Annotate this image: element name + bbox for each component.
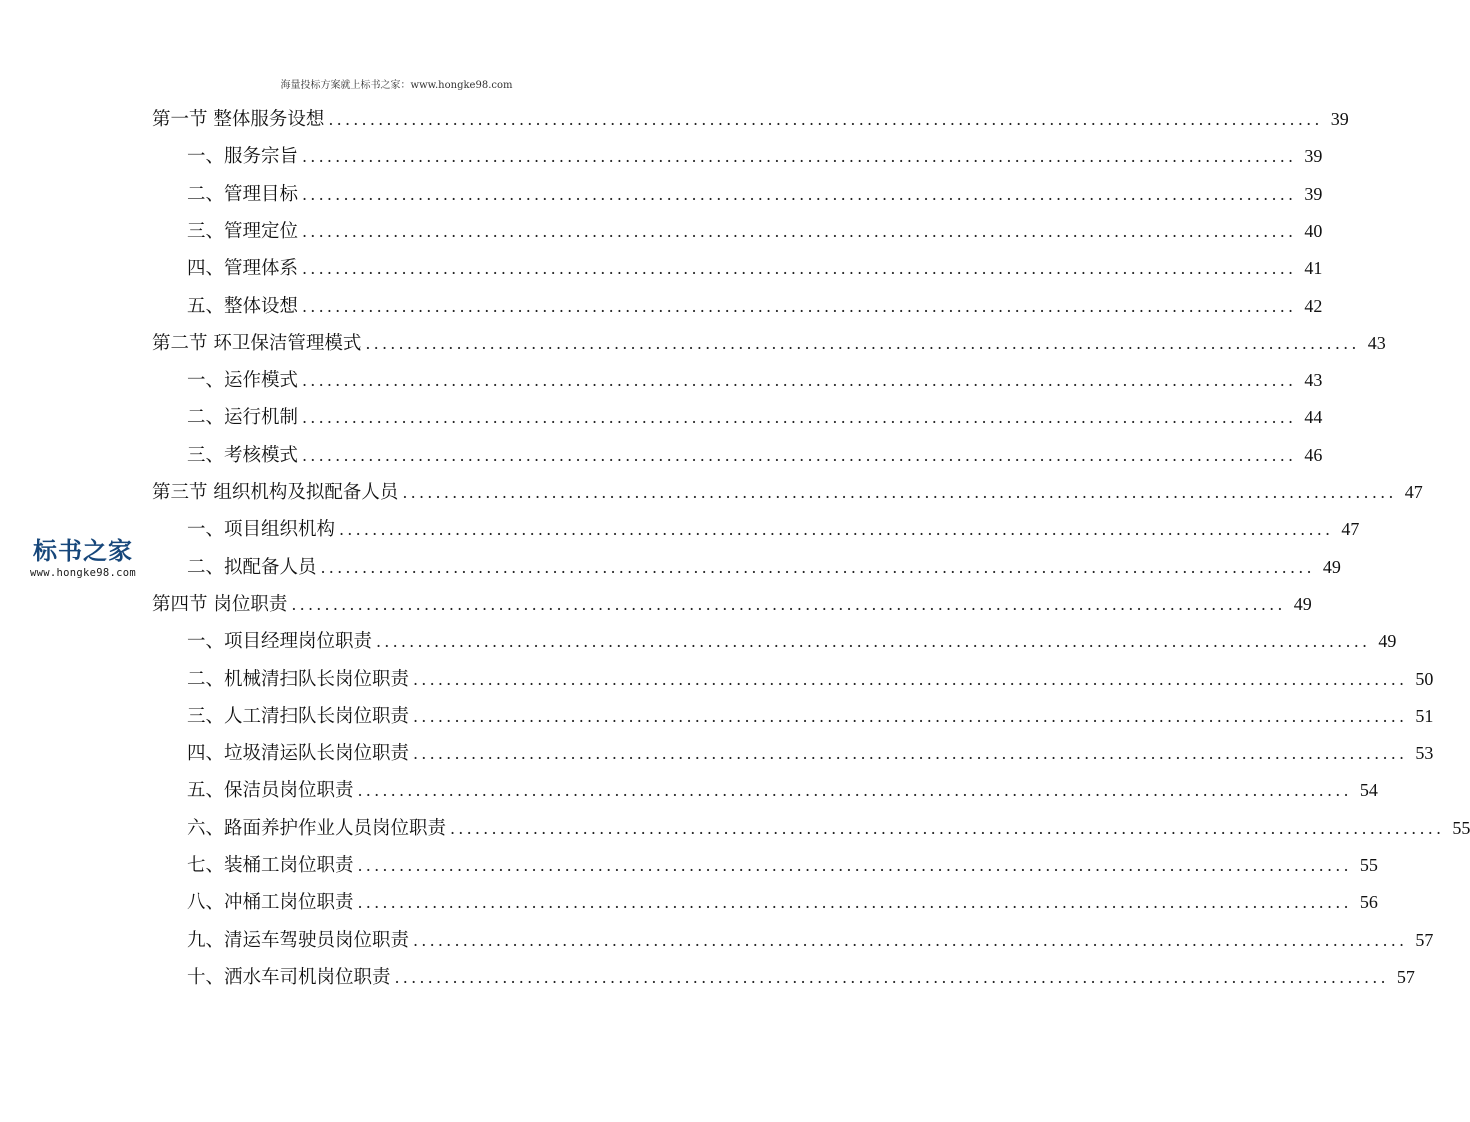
toc-page-number: 55 bbox=[1452, 817, 1470, 838]
toc-dot-leader: ........................................................................................................................ bbox=[291, 594, 1286, 614]
toc-dot-leader: ........................................................................................................................ bbox=[302, 296, 1297, 316]
toc-dot-leader: ........................................................................................................................ bbox=[302, 408, 1297, 428]
toc-subsection-entry[interactable] bbox=[187, 887, 1378, 917]
toc-subsection-entry[interactable] bbox=[187, 291, 1323, 321]
toc-dot-leader: ........................................................................................................................ bbox=[302, 371, 1297, 391]
toc-page-number: 40 bbox=[1304, 220, 1323, 241]
toc-entry-label: 八、冲桶工岗位职责 bbox=[187, 892, 354, 914]
toc-dot-leader: ........................................................................................................................ bbox=[320, 557, 1315, 577]
toc-page-number: 46 bbox=[1304, 444, 1323, 465]
toc-entry-label: 一、运作模式 bbox=[187, 370, 299, 392]
toc-subsection-entry[interactable] bbox=[187, 365, 1323, 395]
toc-entry-label: 一、项目组织机构 bbox=[187, 519, 336, 541]
toc-page-number: 43 bbox=[1304, 370, 1323, 391]
toc-subsection-entry[interactable] bbox=[187, 925, 1434, 955]
toc-page-number: 47 bbox=[1341, 519, 1360, 540]
toc-dot-leader: ........................................................................................................................ bbox=[302, 259, 1297, 279]
toc-page-number: 49 bbox=[1378, 631, 1397, 652]
toc-entry-label: 二、运行机制 bbox=[187, 407, 299, 429]
toc-dot-leader: ........................................................................................................................ bbox=[365, 333, 1360, 353]
toc-entry-label: 三、管理定位 bbox=[187, 220, 299, 242]
toc-page-number: 43 bbox=[1367, 332, 1386, 353]
toc-entry-label: 三、考核模式 bbox=[187, 444, 299, 466]
toc-subsection-entry[interactable] bbox=[187, 141, 1323, 171]
toc-dot-leader: ........................................................................................................................ bbox=[413, 669, 1408, 689]
toc-entry-label: 十、洒水车司机岗位职责 bbox=[187, 966, 391, 988]
toc-dot-leader: ........................................................................................................................ bbox=[302, 221, 1297, 241]
toc-page-number: 51 bbox=[1415, 705, 1434, 726]
toc-page-number: 49 bbox=[1293, 593, 1312, 614]
toc-page-number: 57 bbox=[1396, 966, 1415, 987]
toc-page-number: 50 bbox=[1415, 668, 1434, 689]
toc-subsection-entry[interactable] bbox=[187, 253, 1323, 283]
toc-subsection-entry[interactable] bbox=[187, 962, 1415, 992]
toc-entry-label: 六、路面养护作业人员岗位职责 bbox=[187, 817, 447, 839]
toc-page-number: 42 bbox=[1304, 295, 1323, 316]
toc-entry-label: 四、垃圾清运队长岗位职责 bbox=[187, 743, 410, 765]
toc-entry-label: 二、机械清扫队长岗位职责 bbox=[187, 668, 410, 690]
toc-page-number: 39 bbox=[1304, 183, 1323, 204]
toc-dot-leader: ........................................................................................................................ bbox=[302, 147, 1297, 167]
toc-subsection-entry[interactable] bbox=[187, 402, 1323, 432]
toc-entry-label: 第四节 岗位职责 bbox=[152, 593, 288, 615]
toc-page-number: 54 bbox=[1359, 780, 1378, 801]
toc-entry-label: 第一节 整体服务设想 bbox=[152, 109, 325, 130]
toc-subsection-entry[interactable] bbox=[187, 775, 1378, 805]
toc-subsection-entry[interactable] bbox=[187, 216, 1323, 246]
toc-dot-leader: ........................................................................................................................ bbox=[357, 781, 1352, 801]
toc-subsection-entry[interactable] bbox=[187, 626, 1397, 656]
toc-subsection-entry[interactable] bbox=[187, 552, 1341, 582]
toc-entry-label: 一、项目经理岗位职责 bbox=[187, 631, 373, 653]
toc-page-number: 57 bbox=[1415, 929, 1434, 950]
toc-dot-leader: ........................................................................................................................ bbox=[302, 184, 1297, 204]
toc-page-number: 39 bbox=[1304, 146, 1323, 167]
toc-entry-label: 三、人工清扫队长岗位职责 bbox=[187, 705, 410, 727]
toc-entry-label: 五、整体设想 bbox=[187, 295, 299, 317]
watermark-logo bbox=[8, 537, 158, 579]
toc-entry-label: 二、管理目标 bbox=[187, 183, 299, 205]
toc-entry-label: 五、保洁员岗位职责 bbox=[187, 780, 354, 802]
toc-subsection-entry[interactable] bbox=[187, 440, 1323, 470]
toc-entry-label: 二、拟配备人员 bbox=[187, 556, 317, 578]
toc-subsection-entry[interactable] bbox=[187, 738, 1434, 768]
toc-dot-leader: ........................................................................................................................ bbox=[413, 706, 1408, 726]
toc-page-number: 55 bbox=[1359, 855, 1378, 875]
toc-entry-label: 四、管理体系 bbox=[187, 258, 299, 280]
toc-page-number: 56 bbox=[1359, 892, 1378, 913]
toc-dot-leader: ........................................................................................................................ bbox=[413, 744, 1408, 764]
toc-subsection-entry[interactable] bbox=[187, 179, 1323, 209]
page-header: 海量投标方案就上标书之家：www.hongke98.com bbox=[280, 80, 513, 91]
toc-dot-leader: ........................................................................................................................ bbox=[302, 445, 1297, 465]
toc-page-number: 49 bbox=[1322, 556, 1341, 577]
toc-page-number: 41 bbox=[1304, 258, 1323, 279]
toc-subsection-entry[interactable] bbox=[187, 664, 1434, 694]
watermark-url: www.hongke98.com bbox=[30, 567, 136, 579]
toc-dot-leader: ........................................................................................................................ bbox=[376, 632, 1371, 652]
toc-section-entry[interactable] bbox=[152, 477, 1423, 507]
toc-dot-leader: ........................................................................................................................ bbox=[450, 818, 1445, 838]
toc-dot-leader: ........................................................................................................................ bbox=[413, 930, 1408, 950]
toc-subsection-entry[interactable] bbox=[187, 701, 1434, 731]
toc-subsection-entry[interactable] bbox=[187, 813, 1470, 843]
toc-entry-label: 七、装桶工岗位职责 bbox=[187, 855, 354, 876]
toc-entry-label: 第二节 环卫保洁管理模式 bbox=[152, 332, 362, 354]
toc-dot-leader: ........................................................................................................................ bbox=[357, 893, 1352, 913]
toc-entry-label: 第三节 组织机构及拟配备人员 bbox=[152, 482, 399, 503]
toc-section-entry[interactable] bbox=[152, 328, 1386, 358]
toc-dot-leader: ........................................................................................................................ bbox=[328, 110, 1323, 129]
toc-dot-leader: ........................................................................................................................ bbox=[402, 483, 1397, 502]
toc-dot-leader: ........................................................................................................................ bbox=[339, 520, 1334, 540]
toc-entry-label: 九、清运车驾驶员岗位职责 bbox=[187, 929, 410, 951]
toc-section-entry[interactable] bbox=[152, 589, 1312, 619]
toc-page-number: 47 bbox=[1404, 482, 1423, 502]
toc-section-entry[interactable] bbox=[152, 104, 1349, 134]
toc-page-number: 39 bbox=[1330, 109, 1349, 129]
toc-entry-label: 一、服务宗旨 bbox=[187, 146, 299, 168]
toc-page-number: 44 bbox=[1304, 407, 1323, 428]
toc-subsection-entry[interactable] bbox=[187, 850, 1378, 880]
toc-dot-leader: ........................................................................................................................ bbox=[394, 967, 1389, 987]
watermark-title: 标书之家 bbox=[33, 537, 133, 565]
toc-subsection-entry[interactable] bbox=[187, 514, 1360, 544]
toc-page-number: 53 bbox=[1415, 743, 1434, 764]
toc-dot-leader: ........................................................................................................................ bbox=[357, 856, 1352, 875]
